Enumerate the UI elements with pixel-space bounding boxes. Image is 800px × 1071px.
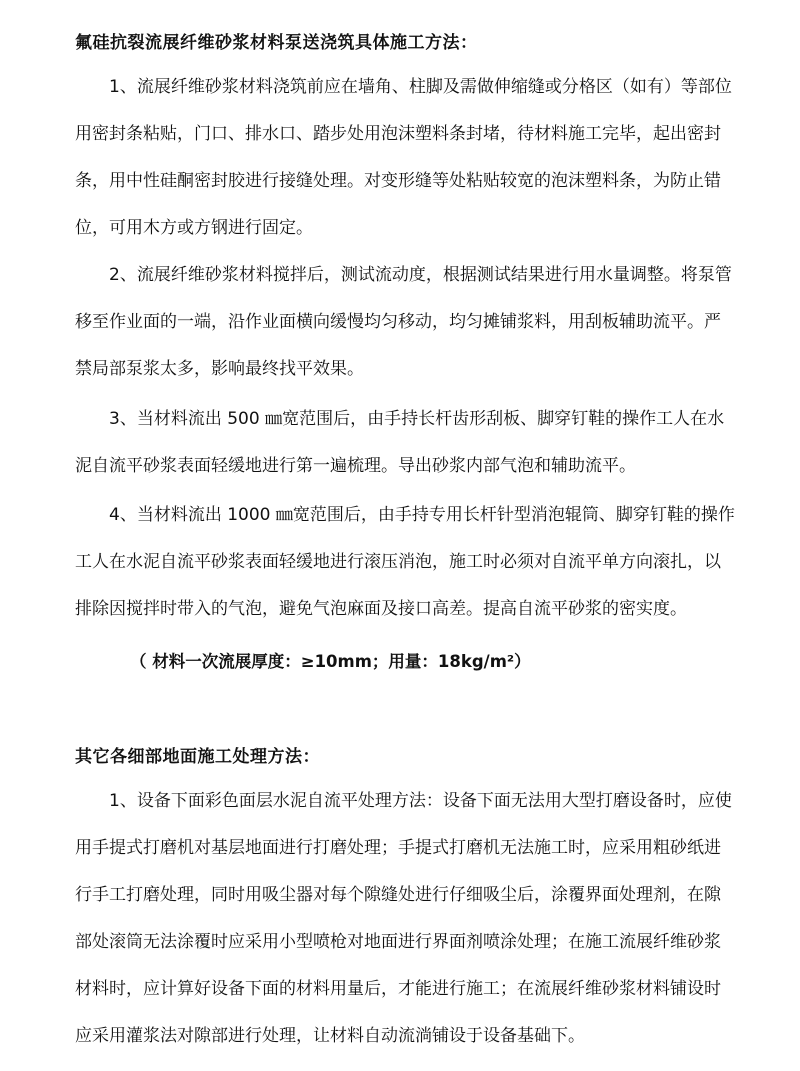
paragraph-line: 工人在水泥自流平砂浆表面轻缓地进行滚压消泡，施工时必须对自流平单方向滚扎，以 bbox=[75, 552, 721, 572]
paragraph-line: 用密封条粘贴，门口、排水口、踏步处用泡沫塑料条封堵，待材料施工完毕，起出密封 bbox=[75, 124, 721, 144]
paragraph-3 bbox=[75, 396, 747, 490]
paragraph-line: 位，可用木方或方钢进行固定。 bbox=[75, 218, 313, 238]
paragraph-line: 4、当材料流出 1000 ㎜宽范围后，由手持专用长杆针型消泡辊筒、脚穿钉鞋的操作 bbox=[109, 505, 735, 525]
paragraph-1 bbox=[75, 64, 747, 252]
section-heading-construction-method: 氟硅抗裂流展纤维砂浆材料泵送浇筑具体施工方法： bbox=[75, 33, 478, 53]
paragraph-line: 条，用中性硅酮密封胶进行接缝处理。对变形缝等处粘贴较宽的泡沫塑料条，为防止错 bbox=[75, 171, 721, 191]
paragraph-line: 排除因搅拌时带入的气泡，避免气泡麻面及接口高差。提高自流平砂浆的密实度。 bbox=[75, 599, 687, 619]
paragraph-line: 行手工打磨处理，同时用吸尘器对每个隙缝处进行仔细吸尘后，涂覆界面处理剂，在隙 bbox=[75, 885, 721, 905]
paragraph-line: 1、流展纤维砂浆材料浇筑前应在墙角、柱脚及需做伸缩缝或分格区（如有）等部位 bbox=[109, 77, 732, 97]
paragraph-line: 禁局部泵浆太多，影响最终找平效果。 bbox=[75, 359, 364, 379]
paragraph-equipment-treatment bbox=[75, 778, 747, 1060]
paragraph-line: 泥自流平砂浆表面轻缓地进行第一遍梳理。导出砂浆内部气泡和辅助流平。 bbox=[75, 456, 636, 476]
paragraph-line: 用手提式打磨机对基层地面进行打磨处理；手提式打磨机无法施工时，应采用粗砂纸进 bbox=[75, 838, 721, 858]
paragraph-line: 材料时，应计算好设备下面的材料用量后，才能进行施工；在流展纤维砂浆材料铺设时 bbox=[75, 979, 721, 999]
thickness-usage-note: （ 材料一次流展厚度：≥10mm；用量：18kg/m²） bbox=[130, 652, 531, 671]
paragraph-line: 3、当材料流出 500 ㎜宽范围后，由手持长杆齿形刮板、脚穿钉鞋的操作工人在水 bbox=[109, 409, 725, 429]
paragraph-line: 2、流展纤维砂浆材料搅拌后，测试流动度，根据测试结果进行用水量调整。将泵管 bbox=[109, 265, 732, 285]
paragraph-2 bbox=[75, 252, 747, 393]
paragraph-line: 部处滚筒无法涂覆时应采用小型喷枪对地面进行界面剂喷涂处理；在施工流展纤维砂浆 bbox=[75, 932, 721, 952]
section-heading-detail-methods: 其它各细部地面施工处理方法： bbox=[75, 747, 320, 767]
paragraph-4 bbox=[75, 492, 747, 633]
paragraph-line: 应采用灌浆法对隙部进行处理，让材料自动流淌铺设于设备基础下。 bbox=[75, 1026, 585, 1046]
paragraph-line: 移至作业面的一端，沿作业面横向缓慢均匀移动，均匀摊铺浆料，用刮板辅助流平。严 bbox=[75, 312, 721, 332]
paragraph-line: 1、设备下面彩色面层水泥自流平处理方法：设备下面无法用大型打磨设备时，应使 bbox=[109, 791, 732, 811]
